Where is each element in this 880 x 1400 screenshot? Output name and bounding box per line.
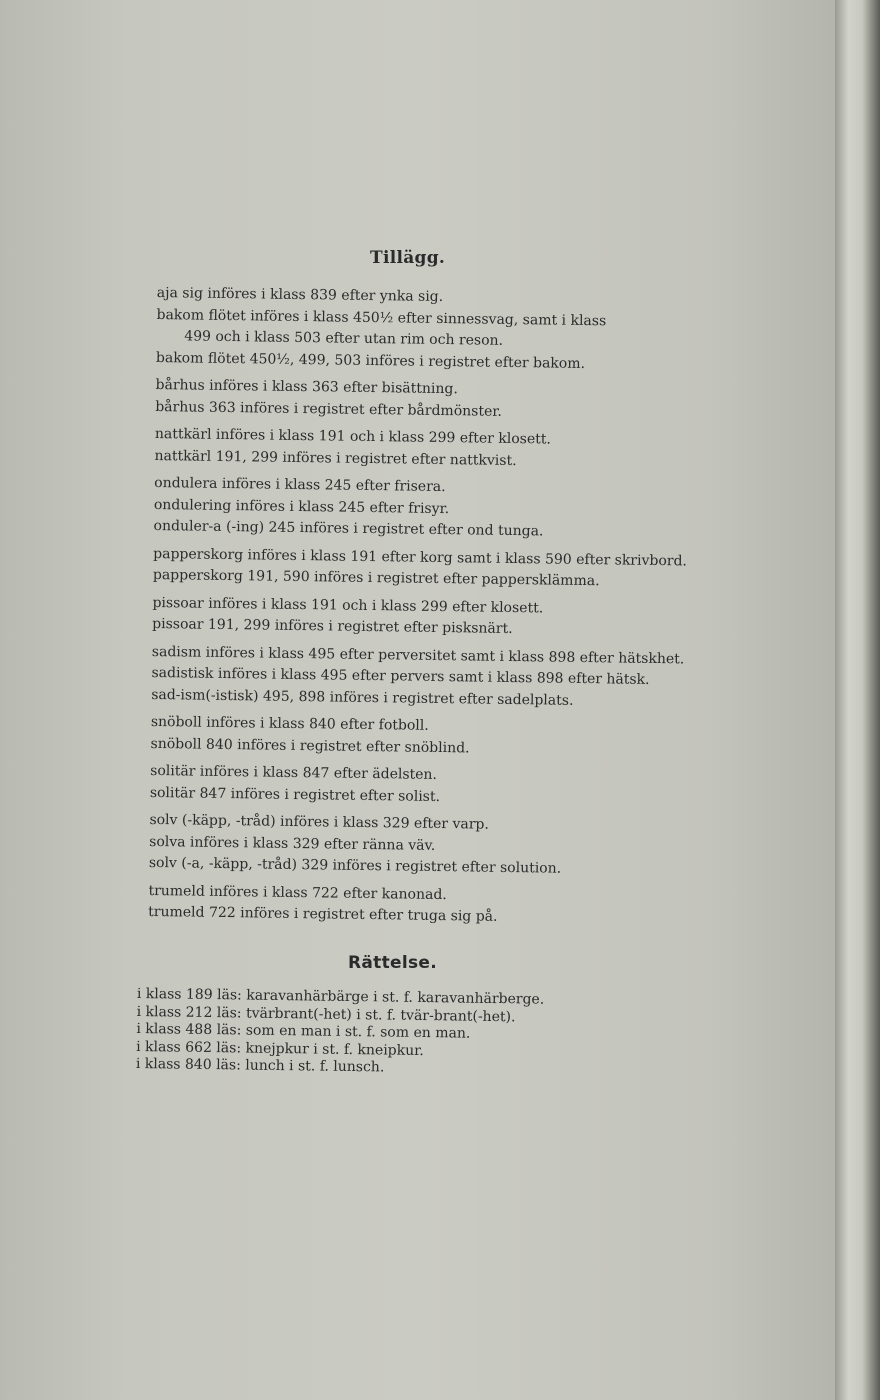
entry-line: solv (-a, -käpp, -tråd) 329 införes i registret efter solution. xyxy=(148,854,562,877)
entry-line: papperskorg 191, 590 införes i registret efter pappersklämma. xyxy=(152,566,600,590)
entry-group xyxy=(148,880,739,931)
correction-line: i klass 840 läs: lunch i st. f. lunsch. xyxy=(135,1055,385,1076)
entry-line: ondulering införes i klass 245 efter frisyr. xyxy=(153,496,450,517)
entry-group xyxy=(156,283,747,377)
entry-line: trumeld införes i klass 722 efter kanonad. xyxy=(148,882,447,903)
correction-line: i klass 189 läs: karavanhärbärge i st. f. karavanhärberge. xyxy=(136,986,545,1008)
page-edge xyxy=(835,0,880,1400)
entry-line: papperskorg införes i klass 191 efter korg samt i klass 590 efter skrivbord. xyxy=(153,545,688,569)
entry-group xyxy=(150,761,741,812)
entry-group xyxy=(153,543,744,594)
entry-line: pissoar 191, 299 införes i registret efter pisksnärt. xyxy=(152,615,513,637)
entry-group xyxy=(151,641,742,714)
entry-line: bårhus 363 införes i registret efter bårdmönster. xyxy=(155,398,503,420)
entry-group xyxy=(154,424,745,475)
entry-line: bakom flötet 450½, 499, 503 införes i registret efter bakom. xyxy=(155,349,586,372)
entry-line: solva införes i klass 329 efter ränna väv. xyxy=(149,833,436,854)
entry-line: pissoar införes i klass 191 och i klass 299 efter klosett. xyxy=(152,594,544,616)
correction-line: i klass 488 läs: som en man i st. f. som en man. xyxy=(136,1020,471,1042)
entry-line: bakom flötet införes i klass 450½ efter sinnessvag, samt i klass xyxy=(156,306,607,329)
entry-line: snöboll införes i klass 840 efter fotboll. xyxy=(150,713,429,734)
entry-line: snöboll 840 införes i registret efter snöblind. xyxy=(150,735,470,756)
entry-line: bårhus införes i klass 363 efter bisättning. xyxy=(155,376,458,398)
entry-group xyxy=(150,712,741,763)
entry-group xyxy=(153,473,744,546)
entry-group xyxy=(152,592,743,643)
entry-line: nattkärl 191, 299 införes i registret efter nattkvist. xyxy=(154,447,517,469)
correction-line: i klass 662 läs: knejpkur i st. f. kneipkur. xyxy=(136,1038,424,1059)
tillagg-entries xyxy=(148,283,747,938)
entry-line: solitär införes i klass 847 efter ädelsten. xyxy=(150,762,438,783)
rattelse-list xyxy=(136,986,597,1080)
entry-group xyxy=(149,810,740,883)
entry-group xyxy=(155,375,746,426)
entry-line: ondulera införes i klass 245 efter frisera. xyxy=(154,474,446,496)
entry-line: onduler-a (-ing) 245 införes i registret efter ond tunga. xyxy=(153,517,544,540)
entry-line: solv (-käpp, -tråd) införes i klass 329 efter varp. xyxy=(149,811,489,833)
entry-line: trumeld 722 införes i registret efter truga sig på. xyxy=(148,903,498,925)
rattelse-heading: Rättelse. xyxy=(348,953,437,973)
entry-line: nattkärl införes i klass 191 och i klass 299 efter klosett. xyxy=(154,425,552,448)
tillagg-heading: Tillägg. xyxy=(370,248,446,268)
entry-line: sadism införes i klass 495 efter perversitet samt i klass 898 efter hätskhet. xyxy=(151,643,685,667)
entry-line: aja sig införes i klass 839 efter ynka sig. xyxy=(156,284,444,305)
correction-line: i klass 212 läs: tvärbrant(-het) i st. f. tvär-brant(-het). xyxy=(136,1003,516,1025)
entry-line: sad-ism(-istisk) 495, 898 införes i registret efter sadelplats. xyxy=(151,686,574,709)
entry-line: 499 och i klass 503 efter utan rim och reson. xyxy=(184,328,504,349)
entry-line: sadistisk införes i klass 495 efter pervers samt i klass 898 efter hätsk. xyxy=(151,664,650,688)
entry-line: solitär 847 införes i registret efter solist. xyxy=(149,784,441,805)
